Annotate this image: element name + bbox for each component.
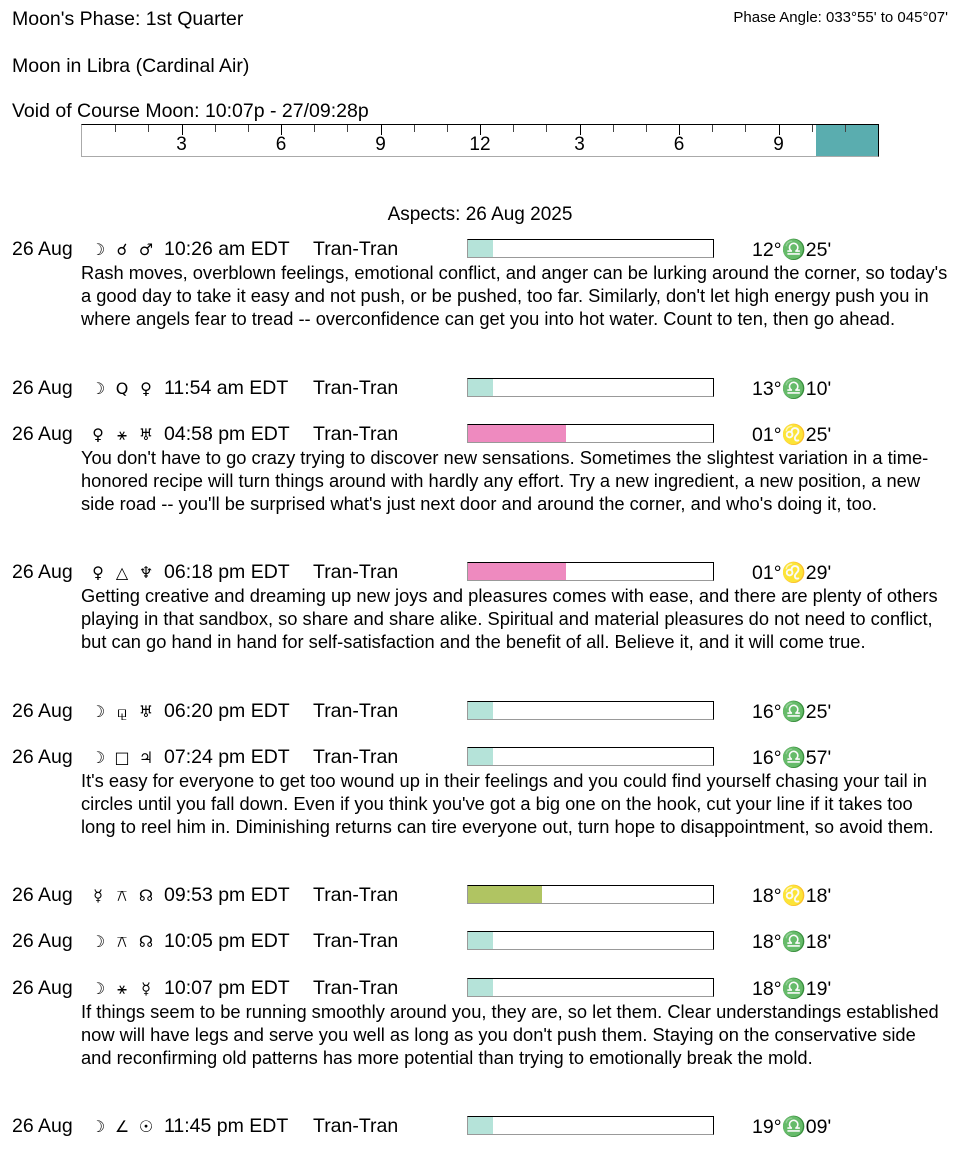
aspect-glyphs [86, 700, 158, 723]
aspect-header [0, 746, 970, 769]
aspect-strength-bar [467, 1116, 714, 1135]
aspect-transit-type: Tran-Tran [313, 561, 399, 583]
aspect-strength-fill [468, 379, 493, 396]
aspect-date: 26 Aug [12, 930, 73, 952]
aspect-time: 06:18 pm EDT [164, 561, 290, 583]
aspect-description: Rash moves, overblown feelings, emotional conflict, and anger can be lurking around the corner, so today's a good day to take it easy and not push, or be pushed, too far. Similarly, don't let high energy push you in where angels fear to tread -- overconfidence can get you into hot water. Count to ten, then go ahead. [81, 262, 948, 329]
aspect-strength-bar [467, 931, 714, 950]
aspect-glyphs [86, 746, 158, 769]
timeline-tick [447, 125, 448, 132]
aspect-date: 26 Aug [12, 700, 73, 722]
aspect-type-icon: ⚻ [116, 886, 128, 905]
aspect-header [0, 561, 970, 584]
aspect-glyphs [86, 1115, 158, 1138]
moon-phase: Moon's Phase: 1st Quarter [12, 8, 244, 30]
aspect-row [0, 884, 970, 907]
aspect-description: It's easy for everyone to get too wound up in their feelings and you could find yourself chasing your tail in circles until you fall down. Even if you think you've got a big one on the hook, cut your line if it takes too long to reel him in. Diminishing returns can tire everyone out, turn hope to disappointment, so avoid them. [81, 770, 934, 837]
moon-sign: Moon in Libra (Cardinal Air) [12, 55, 250, 77]
aspect-type-icon: ⚼ [116, 702, 128, 721]
aspect-type-icon: Q [115, 379, 129, 398]
timeline-tick [845, 125, 846, 132]
aspect-description: If things seem to be running smoothly around you, they are, so let them. Clear understandings established now will have legs and serve you well as long as you don't push them. Staying on the conservative side and reconfirming old patterns has more potential than trying to emotionally break the mold. [81, 1001, 939, 1068]
aspect-transit-type: Tran-Tran [313, 1115, 399, 1137]
aspect-glyphs [86, 930, 158, 953]
aspect-time: 07:24 pm EDT [164, 746, 290, 768]
aspect-position: 19°♎09' [752, 1116, 832, 1138]
planet-2-icon: ☊ [138, 886, 154, 905]
aspect-time: 10:05 pm EDT [164, 930, 290, 952]
aspect-header [0, 884, 970, 907]
aspect-position: 18°♎18' [752, 931, 832, 953]
planet-1-icon: ☽ [90, 240, 106, 259]
timeline-tick [347, 125, 348, 132]
timeline-hour-label: 3 [176, 134, 187, 155]
planet-2-icon: ♆ [138, 563, 154, 582]
aspect-strength-fill [468, 932, 493, 949]
aspect-transit-type: Tran-Tran [313, 746, 399, 768]
planet-1-icon: ☽ [90, 748, 106, 767]
timeline-tick [513, 125, 514, 132]
aspect-transit-type: Tran-Tran [313, 238, 399, 260]
timeline-hour-label: 6 [275, 134, 287, 155]
aspect-position: 01°♌25' [752, 424, 832, 446]
aspect-transit-type: Tran-Tran [313, 884, 399, 906]
timeline-tick [115, 125, 116, 132]
aspect-date: 26 Aug [12, 746, 73, 768]
aspect-position: 13°♎10' [752, 378, 832, 400]
aspect-position: 16°♎25' [752, 701, 832, 723]
aspect-header [0, 423, 970, 446]
aspect-date: 26 Aug [12, 423, 73, 445]
timeline-hour-label: 12 [469, 134, 491, 155]
aspect-strength-bar [467, 239, 714, 258]
timeline-tick [812, 125, 813, 132]
timeline-tick [646, 125, 647, 132]
aspect-strength-fill [468, 702, 493, 719]
aspect-position: 16°♎57' [752, 747, 832, 769]
timeline-tick [314, 125, 315, 132]
aspect-strength-bar [467, 701, 714, 720]
aspect-row [0, 377, 970, 400]
timeline-tick [712, 125, 713, 132]
aspect-transit-type: Tran-Tran [313, 977, 399, 999]
aspect-type-icon: ∠ [114, 1117, 130, 1136]
aspect-strength-fill [468, 748, 493, 765]
aspect-row [0, 700, 970, 723]
aspect-glyphs [86, 561, 158, 584]
aspect-type-icon: ⚻ [116, 932, 128, 951]
aspect-time: 10:26 am EDT [164, 238, 290, 260]
aspect-type-icon: □ [114, 748, 130, 767]
aspect-type-icon: △ [115, 563, 129, 582]
void-of-course: Void of Course Moon: 10:07p - 27/09:28p [12, 100, 369, 122]
aspect-glyphs [86, 377, 158, 400]
timeline-tick [248, 125, 249, 132]
aspect-type-icon: ⚹ [117, 979, 127, 998]
aspect-date: 26 Aug [12, 977, 73, 999]
aspect-type-icon: ☌ [116, 240, 128, 259]
aspect-header [0, 1115, 970, 1138]
aspect-time: 10:07 pm EDT [164, 977, 290, 999]
aspect-type-icon: ⚹ [117, 425, 127, 444]
aspect-row [0, 561, 970, 653]
planet-2-icon: ☊ [138, 932, 154, 951]
timeline-tick [546, 125, 547, 132]
aspect-description: You don't have to go crazy trying to discover new sensations. Sometimes the slightest variation in a time-honored recipe will turn things around with hardly any effort. Try a new ingredient, a new position, a new side road -- you'll be surprised what's just next door and around the corner, and who's doing it, too. [81, 447, 929, 514]
aspect-strength-bar [467, 378, 714, 397]
planet-1-icon: ☿ [93, 886, 103, 905]
timeline-hour-label: 6 [673, 134, 685, 155]
aspect-glyphs [86, 977, 158, 1000]
timeline-tick [613, 125, 614, 132]
aspect-time: 04:58 pm EDT [164, 423, 290, 445]
timeline-tick [745, 125, 746, 132]
day-timeline [81, 124, 879, 157]
planet-2-icon: ☿ [141, 979, 151, 998]
aspect-strength-fill [468, 886, 542, 903]
aspect-position: 18°♌18' [752, 885, 832, 907]
phase-angle: Phase Angle: 033°55' to 045°07' [733, 9, 948, 26]
timeline-tick [148, 125, 149, 132]
aspects-title: Aspects: 26 Aug 2025 [387, 204, 573, 225]
aspect-row [0, 746, 970, 838]
aspect-strength-bar [467, 747, 714, 766]
planet-2-icon: ♃ [138, 748, 154, 767]
planet-1-icon: ☽ [90, 932, 106, 951]
aspect-date: 26 Aug [12, 561, 73, 583]
void-of-course-fill [816, 125, 878, 156]
aspect-date: 26 Aug [12, 238, 73, 260]
aspect-position: 12°♎25' [752, 239, 832, 261]
planet-2-icon: ♅ [138, 425, 154, 444]
planet-1-icon: ☽ [90, 979, 106, 998]
aspect-date: 26 Aug [12, 377, 73, 399]
aspect-strength-bar [467, 978, 714, 997]
planet-1-icon: ♀ [92, 563, 104, 582]
timeline-hour-label: 9 [375, 134, 386, 155]
planet-1-icon: ☽ [90, 1117, 106, 1136]
aspect-row [0, 423, 970, 515]
aspect-strength-bar [467, 562, 714, 581]
aspect-header [0, 238, 970, 261]
aspect-glyphs [86, 884, 158, 907]
aspect-time: 11:45 pm EDT [164, 1115, 289, 1137]
aspect-position: 01°♌29' [752, 562, 832, 584]
aspect-position: 18°♎19' [752, 978, 832, 1000]
aspect-date: 26 Aug [12, 1115, 73, 1137]
aspect-strength-fill [468, 425, 566, 442]
aspect-transit-type: Tran-Tran [313, 423, 399, 445]
aspect-time: 06:20 pm EDT [164, 700, 290, 722]
aspect-date: 26 Aug [12, 884, 73, 906]
aspect-strength-fill [468, 979, 493, 996]
aspect-transit-type: Tran-Tran [313, 377, 399, 399]
aspect-strength-fill [468, 1117, 493, 1134]
timeline-hour-label: 9 [773, 134, 784, 155]
aspect-time: 09:53 pm EDT [164, 884, 290, 906]
timeline-hour-label: 3 [574, 134, 585, 155]
planet-2-icon: ♅ [138, 702, 154, 721]
aspect-transit-type: Tran-Tran [313, 700, 399, 722]
aspect-strength-bar [467, 885, 714, 904]
aspect-header [0, 700, 970, 723]
planet-2-icon: ♀ [140, 379, 152, 398]
aspect-description: Getting creative and dreaming up new joys and pleasures comes with ease, and there are plenty of others playing in that sandbox, so share and share alike. Spiritual and material pleasures do not need to conflict, but can go hand in hand for self-satisfaction and the benefit of all. Believe it, and it will come true. [81, 585, 938, 652]
aspect-header [0, 377, 970, 400]
aspect-strength-bar [467, 424, 714, 443]
aspect-glyphs [86, 423, 158, 446]
aspect-header [0, 930, 970, 953]
aspect-row [0, 1115, 970, 1138]
planet-1-icon: ☽ [90, 702, 106, 721]
aspect-strength-fill [468, 240, 493, 257]
planet-1-icon: ♀ [92, 425, 104, 444]
planet-1-icon: ☽ [90, 379, 106, 398]
aspect-glyphs [86, 238, 158, 261]
aspect-row [0, 238, 970, 330]
planet-2-icon: ♂ [138, 240, 154, 259]
aspect-strength-fill [468, 563, 566, 580]
aspect-transit-type: Tran-Tran [313, 930, 399, 952]
timeline-tick [414, 125, 415, 132]
aspect-row [0, 930, 970, 953]
aspect-header [0, 977, 970, 1000]
timeline-tick [215, 125, 216, 132]
planet-2-icon: ☉ [138, 1117, 154, 1136]
aspect-time: 11:54 am EDT [164, 377, 289, 399]
aspect-row [0, 977, 970, 1069]
